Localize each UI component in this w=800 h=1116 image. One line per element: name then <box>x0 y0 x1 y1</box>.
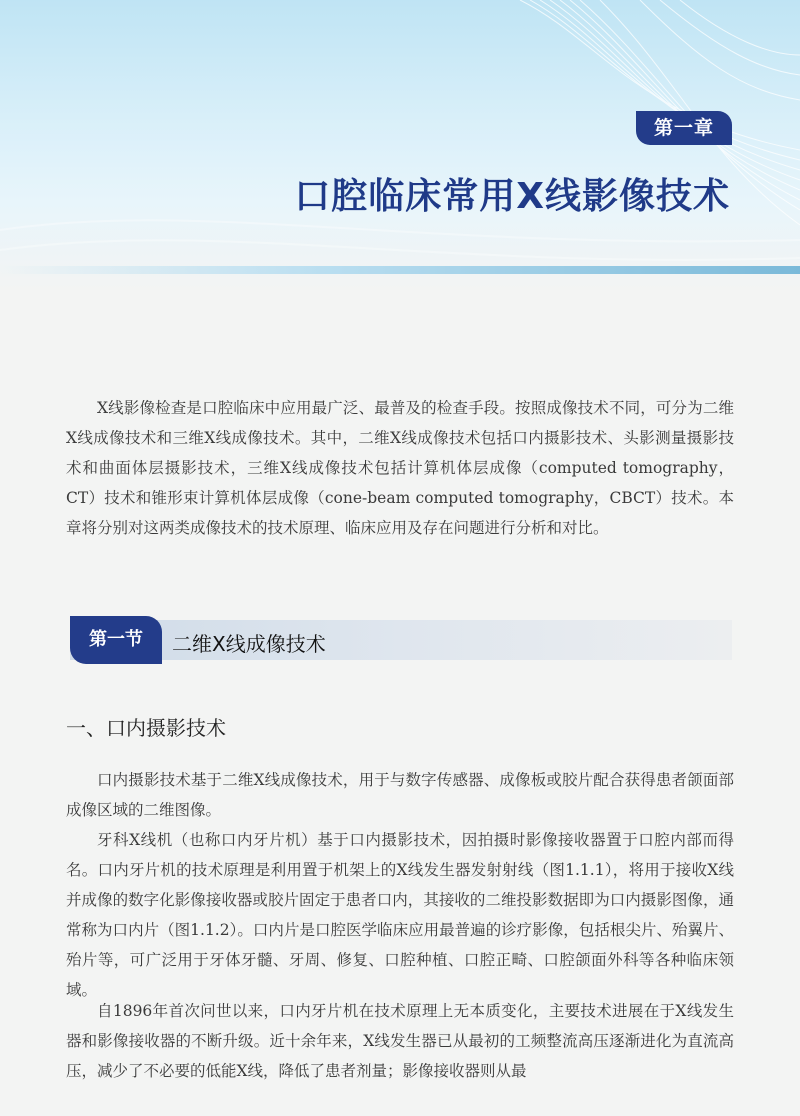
section-title: 二维X线成像技术 <box>172 632 326 656</box>
section-header-bar <box>70 620 732 660</box>
chapter-title: 口腔临床常用X线影像技术 <box>294 176 730 217</box>
header-divider <box>0 266 800 274</box>
body-paragraph-2: 牙科X线机（也称口内牙片机）基于口内摄影技术，因拍摄时影像接收器置于口腔内部而得名。口内牙片机的技术原理是利用置于机架上的X线发生器发射射线（图1.1.1），将用于接收X线并成像的数字化影像接收器或胶片固定于患者口内，其接收的二维投影数据即为口内摄影图像，通常称为口内片（图1.1.2）。口内片是口腔医学临床应用最普遍的诊疗影像，包括根尖片、殆翼片、殆片等，可广泛用于牙体牙髓、牙周、修复、口腔种植、口腔正畸、口腔颌面外科等各种临床领域。 <box>66 831 734 999</box>
chapter-header-banner <box>0 0 800 290</box>
section-label: 第一节 <box>70 616 162 664</box>
body-paragraph-1: 口内摄影技术基于二维X线成像技术，用于与数字传感器、成像板或胶片配合获得患者颌面部成像区域的二维图像。 <box>66 771 734 819</box>
chapter-label: 第一章 <box>636 111 732 145</box>
intro-paragraph: X线影像检查是口腔临床中应用最广泛、最普及的检查手段。按照成像技术不同，可分为二维X线成像技术和三维X线成像技术。其中，二维X线成像技术包括口内摄影技术、头影测量摄影技术和曲面体层摄影技术，三维X线成像技术包括计算机体层成像（computed tomography，CT）技术和锥形束计算机体层成像（cone-beam computed tomography，CBCT）技术。本章将分别对这两类成像技术的技术原理、临床应用及存在问题进行分析和对比。 <box>66 399 734 537</box>
decorative-wave-lines <box>0 0 800 290</box>
subsection-heading: 一、口内摄影技术 <box>66 716 226 740</box>
body-paragraph-3: 自1896年首次问世以来，口内牙片机在技术原理上无本质变化，主要技术进展在于X线发生器和影像接收器的不断升级。近十余年来，X线发生器已从最初的工频整流高压逐渐进化为直流高压，减少了不必要的低能X线，降低了患者剂量；影像接收器则从最 <box>66 1002 734 1080</box>
